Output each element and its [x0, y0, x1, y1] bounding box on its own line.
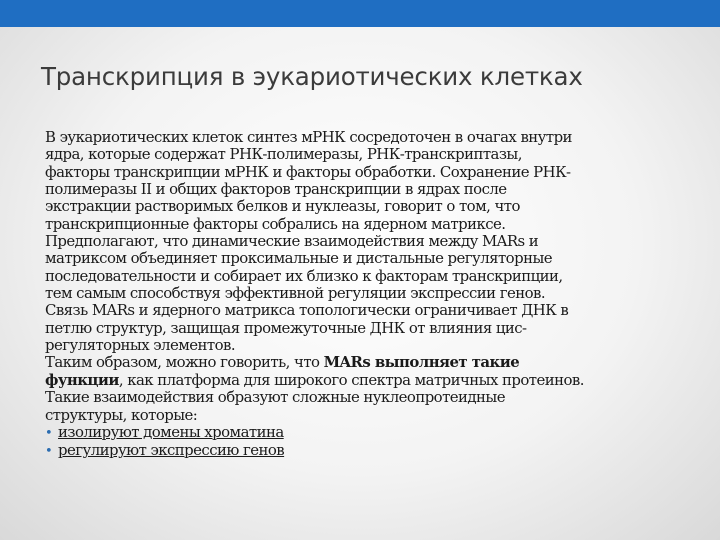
paragraph-4-prefix: Таким образом, можно говорить, что — [45, 353, 324, 372]
paragraph-4-line-1 — [45, 354, 715, 371]
paragraph-4-line-2 — [45, 372, 715, 389]
paragraph-2-line-2: матриксом объединяет проксимальные и дистальные регуляторные — [45, 249, 553, 268]
slide-body — [45, 129, 715, 461]
paragraph-1-line-2: ядра, которые содержат РНК-полимеразы, РНК-транскриптазы, — [45, 145, 522, 164]
paragraph-1-line-4: полимеразы II и общих факторов транскрипции в ядрах после — [45, 180, 507, 199]
bullet-dot-icon: • — [45, 425, 53, 441]
paragraph-1-line-3: факторы транскрипции мРНК и факторы обработки. Сохранение РНК- — [45, 162, 571, 181]
paragraph-4-rest: , как платформа для широкого спектра матричных протеинов. — [118, 370, 584, 389]
paragraph-1-line-1: В эукариотических клеток синтез мРНК сосредоточен в очагах внутри — [45, 128, 572, 146]
bullet-text-2: регулируют экспрессию генов — [58, 441, 285, 460]
paragraph-4-bold-1: MARs выполняет такие — [323, 353, 520, 372]
paragraph-4-bold-2: функции — [45, 370, 119, 389]
paragraph-3-line-1: Связь MARs и ядерного матрикса топологически ограничивает ДНК в — [45, 301, 569, 320]
paragraph-4-line-3: Такие взаимодействия образуют сложные нуклеопротеидные — [45, 388, 505, 407]
bullet-item-2 — [45, 442, 715, 460]
paragraph-1-line-6: транскрипционные факторы собрались на ядерном матриксе. — [45, 214, 506, 233]
paragraph-3-line-2: петлю структур, защищая промежуточные ДНК от влияния цис- — [45, 318, 527, 337]
paragraph-4-line-4: структуры, которые: — [45, 405, 198, 424]
bullet-item-1 — [45, 424, 715, 442]
paragraph-2-line-3: последовательности и собирает их близко к факторам транскрипции, — [45, 266, 563, 285]
paragraph-2-line-1: Предполагают, что динамические взаимодействия между MARs и — [45, 232, 539, 251]
bullet-dot-icon: • — [45, 444, 53, 460]
paragraph-3-line-3: регуляторных элементов. — [45, 336, 236, 355]
paragraph-1-line-5: экстракции растворимых белков и нуклеазы, говорит о том, что — [45, 197, 520, 216]
bullet-text-1: изолируют домены хроматина — [58, 422, 284, 441]
top-accent-bar — [0, 0, 720, 27]
slide-title: Транскрипция в эукариотических клетках — [41, 62, 583, 91]
paragraph-2-line-4: тем самым способствуя эффективной регуляции экспрессии генов. — [45, 284, 546, 303]
